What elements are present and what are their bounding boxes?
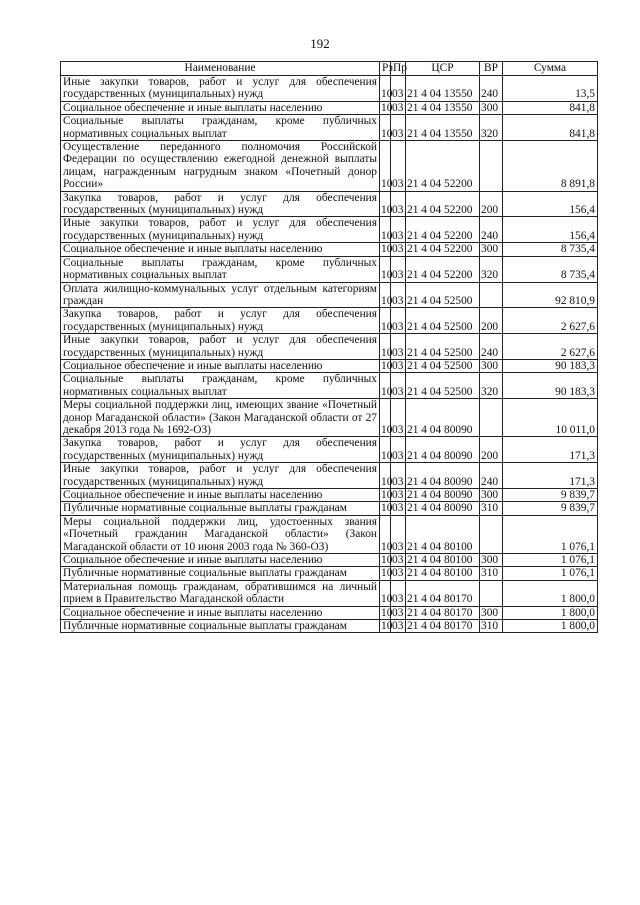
table-row (61, 141, 598, 192)
cell-vr: 240 (480, 76, 503, 102)
header-vr: ВР (480, 62, 503, 76)
cell-pr: 03 (391, 101, 406, 114)
cell-vr (480, 580, 503, 606)
cell-rz: 10 (380, 373, 391, 399)
cell-sum: 8 735,4 (503, 256, 598, 282)
cell-rz: 10 (380, 115, 391, 141)
table-row (61, 256, 598, 282)
cell-name: Закупка товаров, работ и услуг для обеспечения государственных (муниципальных) нужд (61, 437, 380, 463)
cell-vr: 300 (480, 359, 503, 372)
table-row (61, 554, 598, 567)
cell-vr: 320 (480, 115, 503, 141)
cell-vr (480, 515, 503, 553)
cell-csr: 21 4 04 80100 (406, 567, 480, 580)
cell-pr: 03 (391, 554, 406, 567)
cell-name: Социальное обеспечение и иные выплаты населению (61, 554, 380, 567)
table-header-row (61, 62, 598, 76)
cell-sum: 2 627,6 (503, 334, 598, 360)
cell-sum: 1 076,1 (503, 554, 598, 567)
cell-rz: 10 (380, 334, 391, 360)
cell-name: Социальное обеспечение и иные выплаты населению (61, 359, 380, 372)
header-sum: Сумма (503, 62, 598, 76)
table-row (61, 580, 598, 606)
cell-name: Материальная помощь гражданам, обратившимся на личный прием в Правительство Магаданской области (61, 580, 380, 606)
table-row (61, 399, 598, 437)
cell-rz: 10 (380, 463, 391, 489)
cell-vr: 300 (480, 243, 503, 256)
table-row (61, 308, 598, 334)
cell-csr: 21 4 04 52200 (406, 141, 480, 192)
cell-name: Меры социальной поддержки лиц, удостоенных звания «Почетный гражданин Магаданской области» (Закон Магаданской области от 10 июня 2003 года № 360-ОЗ) (61, 515, 380, 553)
cell-rz: 10 (381, 620, 393, 633)
table-body (61, 76, 598, 633)
cell-sum: 171,3 (503, 463, 598, 489)
cell-name: Иные закупки товаров, работ и услуг для обеспечения государственных (муниципальных) нужд (61, 463, 380, 489)
cell-vr: 240 (480, 217, 503, 243)
cell-name: Закупка товаров, работ и услуг для обеспечения государственных (муниципальных) нужд (61, 191, 380, 217)
cell-pr: 03 (391, 567, 406, 580)
cell-name: Меры социальной поддержки лиц, имеющих звание «Почетный донор Магаданской области» (Закон Магаданской области от 27 декабря 2013 года № 1692-ОЗ) (61, 399, 380, 437)
table-row (61, 620, 598, 633)
cell-rz: 10 (380, 399, 391, 437)
cell-vr: 240 (480, 463, 503, 489)
cell-vr: 320 (480, 256, 503, 282)
cell-csr: 21 4 04 80090 (406, 502, 480, 515)
cell-pr: 03 (391, 76, 406, 102)
table-row (61, 101, 598, 114)
budget-table (60, 61, 598, 633)
cell-vr: 200 (480, 191, 503, 217)
cell-sum: 156,4 (503, 217, 598, 243)
cell-pr: 03 (391, 282, 406, 308)
table-row (61, 76, 598, 102)
cell-sum: 92 810,9 (503, 282, 598, 308)
cell-rz: 10 (381, 606, 393, 619)
cell-name: Публичные нормативные социальные выплаты гражданам (61, 620, 380, 633)
cell-csr: 21 4 04 52500 (406, 308, 480, 334)
cell-csr: 21 4 04 13550 (406, 115, 480, 141)
cell-pr: 03 (391, 515, 406, 553)
header-pr: Пр (391, 62, 406, 76)
table-row (61, 515, 598, 553)
cell-vr: 300 (480, 554, 503, 567)
cell-csr: 21 4 04 52500 (406, 282, 480, 308)
cell-name: Социальное обеспечение и иные выплаты населению (61, 101, 380, 114)
cell-pr: 03 (391, 243, 406, 256)
cell-name: Социальное обеспечение и иные выплаты населению (61, 489, 380, 502)
cell-vr (480, 141, 503, 192)
cell-vr: 200 (480, 437, 503, 463)
cell-name: Иные закупки товаров, работ и услуг для обеспечения государственных (муниципальных) нужд (61, 76, 380, 102)
cell-pr: 03 (391, 334, 406, 360)
cell-vr: 320 (480, 373, 503, 399)
table-row (61, 567, 598, 580)
header-rz: Рз (380, 62, 391, 76)
cell-csr: 21 4 04 52200 (406, 217, 480, 243)
cell-rz: 10 (380, 141, 391, 192)
cell-pr: 03 (391, 580, 406, 606)
cell-rz: 10 (380, 515, 391, 553)
cell-sum: 1 800,0 (503, 580, 598, 606)
cell-pr: 03 (391, 489, 406, 502)
cell-pr: 03 (391, 359, 406, 372)
cell-rz: 10 (381, 359, 393, 372)
cell-pr: 03 (391, 191, 406, 217)
table-row (61, 191, 598, 217)
cell-name: Социальные выплаты гражданам, кроме публичных нормативных социальных выплат (61, 256, 380, 282)
cell-name: Иные закупки товаров, работ и услуг для обеспечения государственных (муниципальных) нужд (61, 334, 380, 360)
cell-vr: 310 (480, 567, 503, 580)
cell-vr (480, 282, 503, 308)
cell-pr: 03 (391, 217, 406, 243)
cell-vr: 200 (480, 308, 503, 334)
cell-vr: 300 (480, 489, 503, 502)
cell-rz: 10 (381, 567, 393, 580)
cell-sum: 9 839,7 (503, 502, 598, 515)
cell-sum: 1 076,1 (503, 515, 598, 553)
cell-name: Осуществление переданного полномочия Российской Федерации по осуществлению ежегодной денежной выплаты лицам, награжденным нагрудным знаком «Почетный донор России» (61, 141, 380, 192)
cell-csr: 21 4 04 80090 (406, 437, 480, 463)
table-row (61, 489, 598, 502)
table-row (61, 502, 598, 515)
cell-csr: 21 4 04 52200 (406, 191, 480, 217)
cell-rz: 10 (381, 502, 393, 515)
cell-sum: 171,3 (503, 437, 598, 463)
cell-vr: 300 (480, 606, 503, 619)
table-row (61, 243, 598, 256)
header-name: Наименование (61, 62, 380, 76)
cell-rz: 10 (380, 437, 391, 463)
cell-pr: 03 (391, 373, 406, 399)
table-row (61, 217, 598, 243)
table-row (61, 463, 598, 489)
cell-rz: 10 (380, 217, 391, 243)
cell-name: Иные закупки товаров, работ и услуг для обеспечения государственных (муниципальных) нужд (61, 217, 380, 243)
cell-vr: 300 (480, 101, 503, 114)
cell-csr: 21 4 04 80100 (406, 515, 480, 553)
table-row (61, 359, 598, 372)
cell-sum: 9 839,7 (503, 489, 598, 502)
cell-name: Публичные нормативные социальные выплаты гражданам (61, 567, 380, 580)
cell-name: Социальное обеспечение и иные выплаты населению (61, 606, 380, 619)
cell-sum: 841,8 (503, 101, 598, 114)
cell-pr: 03 (391, 606, 406, 619)
cell-csr: 21 4 04 52500 (406, 334, 480, 360)
cell-vr (480, 399, 503, 437)
cell-rz: 10 (380, 191, 391, 217)
cell-sum: 1 800,0 (503, 606, 598, 619)
cell-sum: 13,5 (503, 76, 598, 102)
cell-rz: 10 (381, 489, 393, 501)
cell-rz: 10 (380, 76, 391, 102)
cell-sum: 90 183,3 (503, 373, 598, 399)
cell-name: Оплата жилищно-коммунальных услуг отдельным категориям граждан (61, 282, 380, 308)
cell-pr: 03 (391, 502, 406, 515)
cell-csr: 21 4 04 80090 (406, 399, 480, 437)
cell-sum: 2 627,6 (503, 308, 598, 334)
cell-pr: 03 (391, 256, 406, 282)
cell-csr: 21 4 04 52500 (406, 359, 480, 372)
cell-sum: 90 183,3 (503, 359, 598, 372)
cell-pr: 03 (391, 437, 406, 463)
cell-sum: 841,8 (503, 115, 598, 141)
cell-sum: 1 076,1 (503, 567, 598, 580)
cell-csr: 21 4 04 52500 (406, 373, 480, 399)
cell-csr: 21 4 04 80100 (406, 554, 480, 567)
cell-rz: 10 (381, 101, 393, 114)
cell-name: Социальные выплаты гражданам, кроме публичных нормативных социальных выплат (61, 373, 380, 399)
cell-csr: 21 4 04 80090 (406, 489, 480, 502)
cell-csr: 21 4 04 13550 (406, 101, 480, 114)
cell-rz: 10 (381, 243, 393, 256)
cell-csr: 21 4 04 80170 (406, 606, 480, 619)
table-row (61, 437, 598, 463)
cell-pr: 03 (391, 308, 406, 334)
table-row (61, 115, 598, 141)
cell-rz: 10 (380, 256, 391, 282)
cell-csr: 21 4 04 52200 (406, 256, 480, 282)
cell-sum: 10 011,0 (503, 399, 598, 437)
header-csr: ЦСР (406, 62, 480, 76)
cell-sum: 1 800,0 (503, 620, 598, 633)
cell-vr: 240 (480, 334, 503, 360)
cell-rz: 10 (380, 308, 391, 334)
cell-pr: 03 (391, 399, 406, 437)
cell-pr: 03 (391, 115, 406, 141)
table-row (61, 606, 598, 619)
cell-pr: 03 (391, 620, 406, 633)
cell-sum: 156,4 (503, 191, 598, 217)
cell-pr: 03 (391, 463, 406, 489)
cell-csr: 21 4 04 80170 (406, 580, 480, 606)
cell-rz: 10 (381, 554, 393, 567)
cell-rz: 10 (380, 580, 391, 606)
cell-rz: 10 (380, 282, 391, 308)
cell-pr: 03 (391, 141, 406, 192)
cell-csr: 21 4 04 80090 (406, 463, 480, 489)
table-row (61, 282, 598, 308)
cell-name: Социальные выплаты гражданам, кроме публичных нормативных социальных выплат (61, 115, 380, 141)
cell-name: Закупка товаров, работ и услуг для обеспечения государственных (муниципальных) нужд (61, 308, 380, 334)
page-number: 192 (310, 36, 330, 51)
cell-name: Публичные нормативные социальные выплаты гражданам (61, 502, 380, 515)
cell-sum: 8 735,4 (503, 243, 598, 256)
cell-csr: 21 4 04 13550 (406, 76, 480, 102)
cell-vr: 310 (480, 502, 503, 515)
cell-csr: 21 4 04 52200 (406, 243, 480, 256)
cell-sum: 8 891,8 (503, 141, 598, 192)
cell-name: Социальное обеспечение и иные выплаты населению (61, 243, 380, 256)
table-row (61, 334, 598, 360)
cell-vr: 310 (480, 620, 503, 633)
cell-csr: 21 4 04 80170 (406, 620, 480, 633)
table-row (61, 373, 598, 399)
